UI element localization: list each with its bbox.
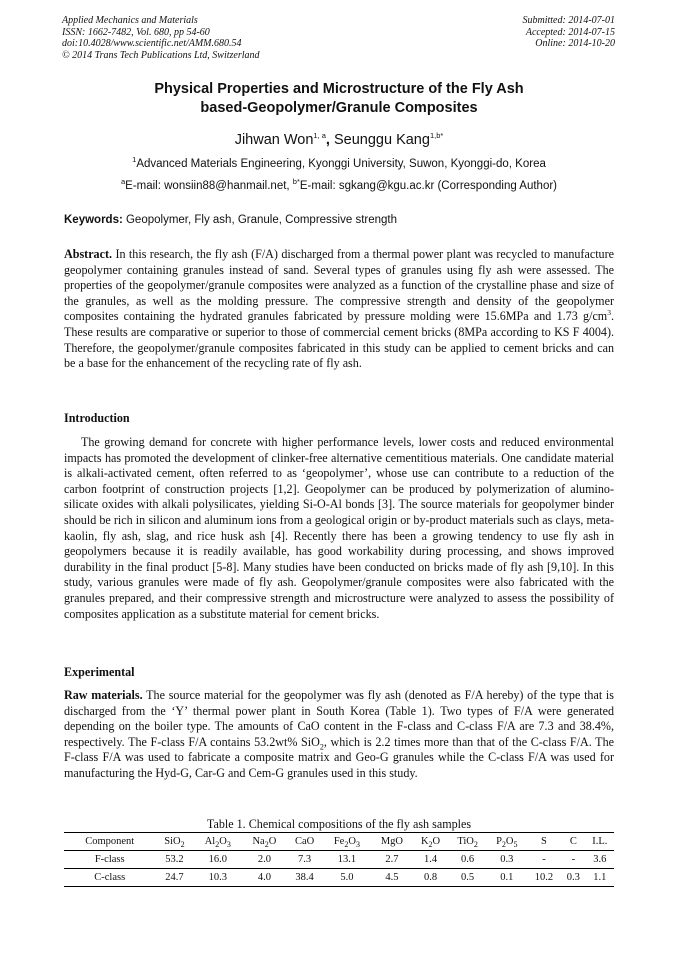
raw-materials-text-2: , which is 2.2 times more than that of the C-class F/A. The F-class F/A was used to fabricate a composite matrix and Geo-G granules while the C-class F/A was used for manufacturing the Hyd-G, Car-G and Cem-G granules used in this study. [64,734,614,780]
author-separator: , [325,132,334,148]
table-cell: 0.1 [487,869,527,887]
table-cell: 0.6 [448,851,486,869]
author-2: Seunggu Kang [333,132,430,148]
table-cell: 2.0 [242,851,287,869]
table-row [64,851,614,869]
table-cell: 0.8 [413,869,449,887]
table-header-cell [371,833,412,851]
header-sub: 2 [264,840,269,850]
table-header-cell [242,833,287,851]
table-cell: 1.1 [586,869,614,887]
title-line-1: Physical Properties and Microstructure of the Fly Ash [154,81,524,97]
email-a-sup: a [120,177,126,187]
table-cell: 16.0 [193,851,242,869]
header-base: I.L. [592,836,608,847]
abstract [64,247,614,372]
header-base2: O [432,836,441,847]
experimental-heading: Experimental [64,665,135,679]
submission-dates [523,15,616,50]
table-header-cell [413,833,449,851]
date-submitted: Submitted: 2014-07-01 [522,15,615,26]
chemical-composition-table [64,832,614,887]
table-caption: Table 1. Chemical compositions of the fly ash samples [206,817,472,831]
abstract-sup: 3 [607,308,611,318]
table-header-cell [527,833,561,851]
journal-copyright: © 2014 Trans Tech Publications Ltd, Switzerland [62,49,260,61]
table-cell: 24.7 [155,869,193,887]
header-sub: 2 [501,840,506,850]
affiliation-sup: 1 [132,155,137,165]
raw-materials-label: Raw materials. [64,688,143,702]
table-header-cell [323,833,372,851]
table-cell: 0.5 [448,869,486,887]
date-online: Online: 2014-10-20 [535,38,615,49]
table-header-cell [287,833,323,851]
affiliation-text: Advanced Materials Engineering, Kyonggi University, Suwon, Kyonggi-do, Korea [136,158,546,170]
abstract-label: Abstract. [64,247,113,261]
table-cell: 2.7 [371,851,412,869]
header-base: Component [85,836,135,847]
table-header-cell [487,833,527,851]
table-header-row [64,833,614,851]
introduction-paragraph: The growing demand for concrete with higher performance levels, lower costs and reduced environmental impacts has promoted the development of clinker-free alternative cementitious materials. One candidate material is alkali-activated cement, often referred to as ‘geopolymer’, whose use can contribute to a reduction of the carbon footprint of construction projects [1,2]. Geopolymer can be produced by polymerization of alumino-silicate oxides with alkali polysilicates, yielding Si-O-Al bonds [3]. The source materials for geopolymer binder should be rich in silicon and aluminum ions from a geological origin or by-product materials such as clays, meta-kaolin, fly ash, slag, and rice husk ash [4]. Recently there has been a growing tendency to use fly ash in geopolymers because it is readily available, has good workability during processing, and shows improved durability in the final product [5-8]. Many studies have been conducted on bricks made of fly ash [9,10]. In this study, various granules were made of fly ash. Geopolymer/granule composites were also fabricated with the granules prepared, and their compressive strength and microstructure were analyzed to assess the possibility of composites application as a substitute material for cement bricks. [64,435,614,621]
header-sub: 2 [180,840,185,850]
header-base: SiO [164,836,181,847]
header-sub2: 5 [513,840,518,850]
raw-materials-sub: 2 [319,742,324,752]
header-base: CaO [294,836,315,847]
header-base2: O [268,836,277,847]
header-base: P [496,836,502,847]
header-base: Al [204,836,216,847]
header-base: TiO [457,836,474,847]
table-header-cell [586,833,614,851]
journal-name: Applied Mechanics and Materials [62,15,198,26]
table-cell: 0.3 [487,851,527,869]
table-cell: 53.2 [155,851,193,869]
journal-info [62,15,260,61]
introduction-heading: Introduction [64,411,130,425]
header-sub: 2 [215,840,220,850]
header-base: Na [252,836,265,847]
email-a[interactable]: E-mail: wonsiin88@hanmail.net, [125,180,293,192]
table-header-cell [448,833,486,851]
table-cell: 38.4 [287,869,323,887]
date-accepted: Accepted: 2014-07-15 [525,26,615,38]
header-base: S [541,836,547,847]
table-cell: 3.6 [586,851,614,869]
header-base: Fe [333,836,345,847]
paper-title [60,80,618,118]
table-header-cell [561,833,586,851]
table-cell: 4.5 [371,869,412,887]
header-sub2: 3 [355,840,360,850]
header-sub: 2 [473,840,478,850]
table-cell: - [527,851,561,869]
email-b[interactable]: E-mail: sgkang@kgu.ac.kr (Corresponding Author) [299,180,558,192]
table-cell: F-class [64,851,155,869]
header-sub: 2 [428,840,433,850]
header-sub2: 3 [226,840,231,850]
affiliation [60,155,618,170]
table-cell: 4.0 [242,869,287,887]
table-header-cell [64,833,155,851]
title-line-2: based-Geopolymer/Granule Composites [200,100,478,116]
header-base2: O [348,836,356,847]
raw-materials-text-1: The source material for the geopolymer was fly ash (denoted as F/A hereby) of the type that is discharged from the ‘Y’ thermal power plant in South Korea (Table 1). Two types of F/A were generated depending on the boiler type. The amounts of CaO content in the F-class and C-class F/A are 7.3 and 38.4%, respectively. The F-class F/A contains 53.2wt% SiO [64,688,615,749]
author-1: Jihwan Won [234,132,314,148]
table-cell: C-class [64,869,155,887]
author-2-sup: 1,b* [429,131,444,141]
author-1-sup: 1, a [313,131,326,141]
header-base2: O [219,836,227,847]
table-row [64,869,614,887]
keywords [64,214,397,226]
table-cell: - [561,851,586,869]
table-header-cell [155,833,193,851]
abstract-text-a: In this research, the fly ash (F/A) discharged from a thermal power plant was recycled to manufacture geopolymer containing granules instead of sand. Several types of granules using fly ash were assessed. The properties of the geopolymer/granule composites were analyzed as a function of the crystalline phase and size of the granules, as well as the molding pressure. The compressive strength and density of the geopolymer composites containing the hydrated granules fabricated by pressure molding were 15.6MPa and 1.73 g/cm [64,247,614,324]
table-cell: 13.1 [323,851,372,869]
journal-doi[interactable]: doi:10.4028/www.scientific.net/AMM.680.54 [62,38,242,49]
header-base: K [420,836,429,847]
header-base2: O [505,836,514,847]
table-cell: 0.3 [561,869,586,887]
email-line [60,177,618,192]
abstract-text-b: . These results are comparative or superior to those of commercial cement bricks (8MPa according to KS F 4004). Therefore, the geopolymer/granule composites fabricated in this study can be applied to cement bricks and can be a base for the enhancement of the recycling rate of fly ash. [64,309,614,371]
raw-materials-paragraph [64,688,614,782]
journal-issn: ISSN: 1662-7482, Vol. 680, pp 54-60 [62,26,210,38]
author-list [60,132,618,148]
header-base: MgO [380,836,404,847]
table-cell: 7.3 [287,851,323,869]
table-body [64,851,614,887]
table-cell: 1.4 [413,851,449,869]
header-sub: 2 [344,840,349,850]
keywords-label: Keywords: [64,214,123,226]
table-header-cell [193,833,242,851]
header-base: C [569,836,577,847]
table-cell: 5.0 [323,869,372,887]
table-cell: 10.3 [193,869,242,887]
keywords-text: Geopolymer, Fly ash, Granule, Compressive strength [122,214,397,226]
table-cell: 10.2 [527,869,561,887]
email-b-sup: b* [292,177,300,187]
